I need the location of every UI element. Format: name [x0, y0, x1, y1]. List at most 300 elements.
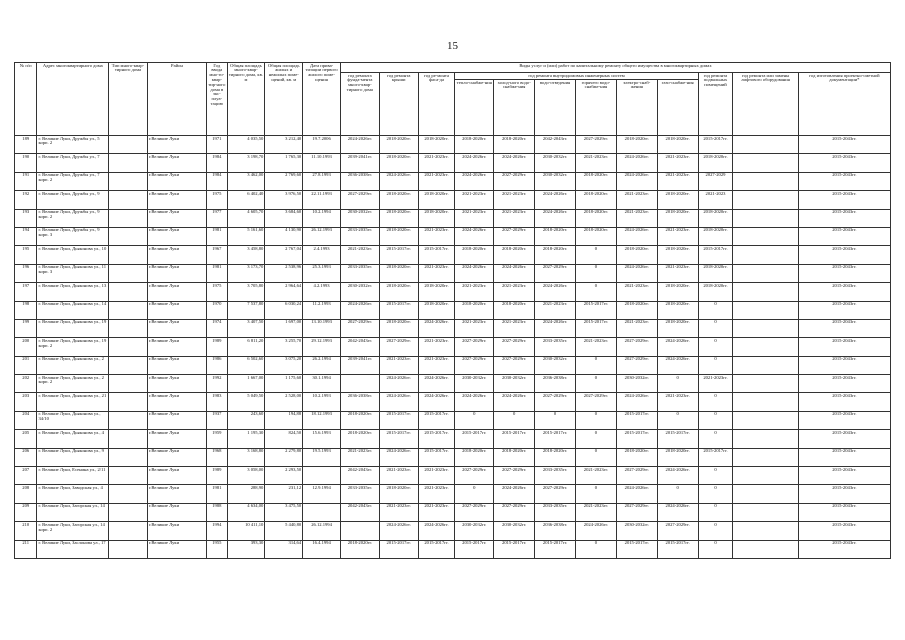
cell-y8: 2024-2026гг. — [616, 485, 657, 503]
cell-y8: 2027-2029гг. — [616, 503, 657, 521]
cell-a1: 3 705,80 — [227, 283, 265, 301]
cell-y1: 2033-2035гг. — [340, 227, 379, 245]
cell-y2: 2018-2020гг. — [379, 264, 418, 282]
cell-d: 25.3.1993 — [303, 264, 341, 282]
cell-doc: 2015-2043гг. — [798, 338, 890, 356]
cell-y9: 2018-2020гг. — [657, 246, 698, 264]
table-row — [15, 154, 891, 172]
table-row — [15, 136, 891, 154]
cell-y6: 2024-2026гг. — [535, 319, 576, 337]
cell-y2: 2018-2020гг. — [379, 485, 418, 503]
cell-y6: 2024-2026гг. — [535, 209, 576, 227]
cell-y6: 2036-2038гг. — [535, 522, 576, 540]
cell-y6: 2018-2020гг. — [535, 246, 576, 264]
cell-y1: 2039-2041гг. — [340, 356, 379, 374]
cell-n: 210 — [15, 522, 37, 540]
cell-y5: 2027-2029гг. — [494, 356, 535, 374]
cell-d: 12.9.1994 — [303, 485, 341, 503]
cell-y11 — [733, 393, 798, 411]
cell-y6: 2021-2023гг. — [535, 301, 576, 319]
cell-d: 29.12.1993 — [303, 338, 341, 356]
cell-dist: г.Великие Луки — [147, 172, 206, 190]
cell-y11 — [733, 191, 798, 209]
cell-y5: 2018-2020гг. — [494, 246, 535, 264]
cell-dist: г.Великие Луки — [147, 356, 206, 374]
cell-doc: 2015-2043гг. — [798, 503, 890, 521]
cell-dist: г.Великие Луки — [147, 191, 206, 209]
cell-dist: г.Великие Луки — [147, 503, 206, 521]
cell-y2: 2018-2020гг. — [379, 283, 418, 301]
cell-y8: 2021-2023гг. — [616, 283, 657, 301]
table-row — [15, 172, 891, 190]
cell-dist: г.Великие Луки — [147, 283, 206, 301]
table-row — [15, 227, 891, 245]
cell-year: 1981 — [207, 264, 227, 282]
cell-a1: 4 605,70 — [227, 209, 265, 227]
cell-y5: 2027-2029гг. — [494, 227, 535, 245]
cell-addr: г. Великие Луки, Загорская ул., 14 корп. 2 — [37, 522, 109, 540]
table-row — [15, 338, 891, 356]
cell-y9: 2027-2029гг. — [657, 522, 698, 540]
cell-y4: 2030-2032гг. — [455, 375, 494, 393]
cell-y2: 2018-2020гг. — [379, 319, 418, 337]
cell-y7: 2018-2020гг. — [575, 227, 616, 245]
page-number: 15 — [447, 40, 458, 52]
cell-y10: 0 — [698, 430, 733, 448]
cell-d: 11.10.1993 — [303, 154, 341, 172]
cell-addr: г. Великие Луки, Дружбы ул., 9 — [37, 191, 109, 209]
cell-doc: 2015-2043гг. — [798, 467, 890, 485]
cell-y4: 2021-2023гг. — [455, 191, 494, 209]
table-row — [15, 356, 891, 374]
cell-year: 1981 — [207, 485, 227, 503]
cell-n: 198 — [15, 301, 37, 319]
header-total-area: Общая площадь много-квар-тирного дома, кв. м — [227, 63, 265, 136]
cell-type — [109, 283, 148, 301]
cell-a2: 3 212,40 — [265, 136, 303, 154]
cell-d: 18.12.1993 — [303, 411, 341, 429]
cell-y4: 2018-2020гг. — [455, 448, 494, 466]
header-works-group: Виды услуг и (или) работ по капитальному ремонту общего имущества в многоквартирных домах — [340, 63, 890, 73]
cell-y11 — [733, 338, 798, 356]
cell-y7: 0 — [575, 448, 616, 466]
cell-y4: 2030-2032гг. — [455, 522, 494, 540]
cell-a2: 3 255,70 — [265, 338, 303, 356]
cell-y11 — [733, 411, 798, 429]
cell-year: 1959 — [207, 430, 227, 448]
cell-type — [109, 411, 148, 429]
cell-y11 — [733, 503, 798, 521]
cell-y1: 2027-2029гг. — [340, 191, 379, 209]
cell-doc: 2015-2043гг. — [798, 522, 890, 540]
cell-y2: 2024-2026гг. — [379, 375, 418, 393]
cell-y8: 2015-2017гг. — [616, 540, 657, 558]
cell-y1: 2024-2026гг. — [340, 301, 379, 319]
cell-type — [109, 246, 148, 264]
cell-y3: 2015-2017гг. — [418, 246, 455, 264]
cell-y9: 0 — [657, 375, 698, 393]
cell-a1: 243,60 — [227, 411, 265, 429]
table-row — [15, 191, 891, 209]
cell-y9: 0 — [657, 485, 698, 503]
cell-addr: г. Великие Луки, Дьяконова ул., 2 корп. 2 — [37, 375, 109, 393]
cell-y5: 2021-2023гг. — [494, 319, 535, 337]
cell-y8: 2027-2029гг. — [616, 467, 657, 485]
cell-y10: 0 — [698, 522, 733, 540]
cell-y10: 0 — [698, 485, 733, 503]
cell-dist: г.Великие Луки — [147, 467, 206, 485]
cell-y10: 2015-2017гг. — [698, 136, 733, 154]
cell-a1: 3 173,70 — [227, 264, 265, 282]
cell-n: 190 — [15, 154, 37, 172]
cell-d — [303, 467, 341, 485]
cell-doc: 2015-2043гг. — [798, 430, 890, 448]
cell-y5: 2027-2029гг. — [494, 467, 535, 485]
cell-y8: 2015-2017гг. — [616, 411, 657, 429]
cell-y9: 2018-2020гг. — [657, 136, 698, 154]
cell-addr: г. Великие Луки, Дружбы ул., 7 корп. 2 — [37, 172, 109, 190]
cell-y11 — [733, 136, 798, 154]
cell-y11 — [733, 246, 798, 264]
cell-y2: 2015-2017гг. — [379, 301, 418, 319]
cell-y6: 2030-2032гг. — [535, 172, 576, 190]
cell-d: 26.12.1993 — [303, 227, 341, 245]
cell-y2: 2024-2026гг. — [379, 448, 418, 466]
cell-a2: 2 538,96 — [265, 264, 303, 282]
cell-y1: 2030-2032гг. — [340, 209, 379, 227]
cell-y7: 2021-2023гг. — [575, 467, 616, 485]
cell-y7: 2021-2023гг. — [575, 503, 616, 521]
cell-y11 — [733, 430, 798, 448]
cell-y1: 2018-2020гг. — [340, 430, 379, 448]
cell-y6: 2015-2017гг. — [535, 430, 576, 448]
header-cold: холод-ного водо-снабже-ния — [494, 80, 535, 136]
table-row — [15, 467, 891, 485]
header-foundation: год ремонта фунда-мента много-квар-тирного дома — [340, 73, 379, 136]
cell-y10: 0 — [698, 411, 733, 429]
cell-y8: 2024-2026гг. — [616, 393, 657, 411]
cell-y3: 2021-2023гг. — [418, 338, 455, 356]
cell-year: 1937 — [207, 411, 227, 429]
cell-a1: 1 667,00 — [227, 375, 265, 393]
cell-a1: 6 402,40 — [227, 191, 265, 209]
cell-y3: 2021-2023гг. — [418, 264, 455, 282]
cell-addr: г. Великие Луки, Дьяконова ул., 19 — [37, 319, 109, 337]
table-body — [15, 136, 891, 559]
cell-type — [109, 227, 148, 245]
cell-y2: 2021-2023гг. — [379, 503, 418, 521]
cell-y7: 0 — [575, 430, 616, 448]
cell-d: 15.6.1993 — [303, 430, 341, 448]
cell-y10: 0 — [698, 338, 733, 356]
cell-d: 4.2.1993 — [303, 283, 341, 301]
table-row — [15, 448, 891, 466]
cell-y5: 2021-2023гг. — [494, 191, 535, 209]
cell-y9: 2018-2020гг. — [657, 448, 698, 466]
cell-y11 — [733, 356, 798, 374]
cell-y4: 2018-2020гг. — [455, 301, 494, 319]
header-address: Адрес многоквартирного дома — [37, 63, 109, 136]
header-heat: тепло-снабже-ния — [455, 80, 494, 136]
cell-type — [109, 301, 148, 319]
cell-y8: 2027-2029гг. — [616, 338, 657, 356]
cell-y1: 2021-2023гг. — [340, 246, 379, 264]
cell-d: 22.11.1993 — [303, 191, 341, 209]
cell-doc: 2015-2043гг. — [798, 154, 890, 172]
cell-y10: 2018-2020гг. — [698, 209, 733, 227]
cell-a2: 2 293,50 — [265, 467, 303, 485]
cell-y2: 2018-2020гг. — [379, 209, 418, 227]
cell-year: 1967 — [207, 246, 227, 264]
cell-y4: 2024-2026гг. — [455, 172, 494, 190]
cell-y5: 2024-2026гг. — [494, 264, 535, 282]
cell-y4: 0 — [455, 485, 494, 503]
cell-y3: 2015-2017гг. — [418, 540, 455, 558]
cell-y2: 2015-2017гг. — [379, 411, 418, 429]
cell-type — [109, 356, 148, 374]
cell-y6: 2042-2043гг. — [535, 136, 576, 154]
cell-y1 — [340, 375, 379, 393]
cell-y4: 2018-2020гг. — [455, 246, 494, 264]
table-row — [15, 393, 891, 411]
cell-a2: 194,88 — [265, 411, 303, 429]
cell-n: 194 — [15, 227, 37, 245]
cell-a1: 5 161,60 — [227, 227, 265, 245]
cell-y6: 2033-2035гг. — [535, 467, 576, 485]
cell-y1: 2039-2041гг. — [340, 154, 379, 172]
cell-a1: 3 407,50 — [227, 319, 265, 337]
table-row — [15, 246, 891, 264]
cell-y9: 2021-2023гг. — [657, 227, 698, 245]
cell-d: 13.10.1993 — [303, 319, 341, 337]
cell-dist: г.Великие Луки — [147, 448, 206, 466]
cell-y7: 2018-2020гг. — [575, 172, 616, 190]
cell-y2: 2015-2017гг. — [379, 246, 418, 264]
table-row — [15, 264, 891, 282]
cell-dist: г.Великие Луки — [147, 301, 206, 319]
cell-a2: 2 528,00 — [265, 393, 303, 411]
cell-type — [109, 191, 148, 209]
cell-addr: г. Великие Луки, Есенина ул., 2/11 — [37, 467, 109, 485]
cell-d: 10.2.1994 — [303, 209, 341, 227]
cell-y3: 2021-2023гг. — [418, 356, 455, 374]
cell-y10: 0 — [698, 540, 733, 558]
cell-year: 1986 — [207, 356, 227, 374]
cell-y8: 2018-2020гг. — [616, 246, 657, 264]
cell-doc: 2015-2043гг. — [798, 411, 890, 429]
cell-addr: г. Великие Луки, Дьяконова ул., 19 корп. 2 — [37, 338, 109, 356]
cell-y4: 2027-2029гг. — [455, 338, 494, 356]
cell-n: 211 — [15, 540, 37, 558]
cell-y8: 2018-2020гг. — [616, 448, 657, 466]
cell-y6: 2033-2035гг. — [535, 503, 576, 521]
cell-d: 19.7.2006 — [303, 136, 341, 154]
cell-year: 1983 — [207, 393, 227, 411]
cell-n: 193 — [15, 209, 37, 227]
cell-a2: 1 175,60 — [265, 375, 303, 393]
cell-y5: 2027-2029гг. — [494, 172, 535, 190]
cell-type — [109, 172, 148, 190]
cell-y6: 2027-2029гг. — [535, 485, 576, 503]
cell-doc: 2015-2043гг. — [798, 540, 890, 558]
cell-a1: 7 537,80 — [227, 301, 265, 319]
cell-addr: г. Великие Луки, Заводская ул., 4 — [37, 485, 109, 503]
cell-type — [109, 448, 148, 466]
cell-doc: 2015-2043гг. — [798, 191, 890, 209]
cell-y6: 2024-2026гг. — [535, 283, 576, 301]
cell-addr: г. Великие Луки, Дьяконова ул., 4 — [37, 430, 109, 448]
cell-dist: г.Великие Луки — [147, 154, 206, 172]
cell-y9: 2018-2020гг. — [657, 319, 698, 337]
cell-dist: г.Великие Луки — [147, 136, 206, 154]
cell-year: 1975 — [207, 191, 227, 209]
cell-y2: 2021-2023гг. — [379, 467, 418, 485]
cell-a1: 3 058,00 — [227, 467, 265, 485]
cell-a1: 3 168,80 — [227, 448, 265, 466]
cell-addr: г. Великие Луки, Дьяконова ул., 11 корп. 3 — [37, 264, 109, 282]
cell-y7: 2021-2023гг. — [575, 154, 616, 172]
cell-y5: 2018-2020гг. — [494, 448, 535, 466]
cell-doc: 2015-2043гг. — [798, 283, 890, 301]
cell-y1 — [340, 522, 379, 540]
table-row — [15, 540, 891, 558]
cell-y1: 2033-2035гг. — [340, 264, 379, 282]
cell-doc: 2015-2043гг. — [798, 172, 890, 190]
cell-y1: 2030-2032гг. — [340, 283, 379, 301]
header-district: Район — [147, 63, 206, 136]
cell-y4: 2021-2023гг. — [455, 319, 494, 337]
cell-y6: 2033-2035гг. — [535, 338, 576, 356]
cell-n: 189 — [15, 136, 37, 154]
cell-type — [109, 338, 148, 356]
cell-y4: 2024-2026гг. — [455, 264, 494, 282]
cell-y5: 2024-2026гг. — [494, 393, 535, 411]
cell-y10: 0 — [698, 319, 733, 337]
cell-dist: г.Великие Луки — [147, 430, 206, 448]
cell-dist: г.Великие Луки — [147, 411, 206, 429]
cell-year: 1977 — [207, 209, 227, 227]
cell-y7: 0 — [575, 246, 616, 264]
cell-type — [109, 375, 148, 393]
cell-y10: 2018-2020гг. — [698, 227, 733, 245]
cell-y4: 2024-2026гг. — [455, 227, 494, 245]
cell-d: 26.2.1994 — [303, 356, 341, 374]
cell-y5: 2018-2020гг. — [494, 136, 535, 154]
cell-y3: 2018-2020гг. — [418, 191, 455, 209]
cell-doc: 2015-2043гг. — [798, 319, 890, 337]
header-docs: год изготовления проектно-сметной документации* — [798, 73, 890, 136]
cell-dist: г.Великие Луки — [147, 393, 206, 411]
cell-y7: 2015-2017гг. — [575, 319, 616, 337]
header-lift: год ремонта или замены лифтового оборудования — [733, 73, 798, 136]
cell-n: 209 — [15, 503, 37, 521]
cell-d — [303, 503, 341, 521]
cell-y1: 2018-2020гг. — [340, 540, 379, 558]
cell-type — [109, 522, 148, 540]
cell-y2: 2024-2026гг. — [379, 393, 418, 411]
cell-y9: 2018-2020гг. — [657, 283, 698, 301]
header-elec: электро-снаб-жения — [616, 80, 657, 136]
header-systems-group: год ремонта внутридомовых инженерных систем — [455, 73, 698, 80]
cell-y3: 2021-2023гг. — [418, 467, 455, 485]
cell-y3: 2018-2020гг. — [418, 283, 455, 301]
cell-y11 — [733, 154, 798, 172]
cell-type — [109, 209, 148, 227]
cell-a1: 6 811,20 — [227, 338, 265, 356]
cell-doc: 2015-2043гг. — [798, 485, 890, 503]
table-row — [15, 485, 891, 503]
cell-y10: 0 — [698, 393, 733, 411]
cell-y10: 2015-2017гг. — [698, 246, 733, 264]
cell-doc: 2015-2043гг. — [798, 393, 890, 411]
cell-addr: г. Великие Луки, Загорская ул., 14 — [37, 503, 109, 521]
cell-y11 — [733, 264, 798, 282]
cell-d: 30.1.1994 — [303, 375, 341, 393]
cell-doc: 2015-2043гг. — [798, 356, 890, 374]
table-row — [15, 375, 891, 393]
cell-y3: 2015-2017гг. — [418, 411, 455, 429]
cell-type — [109, 540, 148, 558]
cell-year: 1968 — [207, 448, 227, 466]
cell-n: 192 — [15, 191, 37, 209]
cell-addr: г. Великие Луки, Дьяконова ул., 9 — [37, 448, 109, 466]
cell-y7: 2027-2029гг. — [575, 136, 616, 154]
cell-y6: 2018-2020гг. — [535, 227, 576, 245]
cell-y9: 2015-2017гг. — [657, 540, 698, 558]
cell-type — [109, 393, 148, 411]
cell-y5: 2024-2026гг. — [494, 485, 535, 503]
cell-year: 1981 — [207, 227, 227, 245]
cell-doc: 2015-2043гг. — [798, 264, 890, 282]
cell-y2: 2018-2020гг. — [379, 227, 418, 245]
cell-dist: г.Великие Луки — [147, 227, 206, 245]
cell-y5: 2015-2017гг. — [494, 540, 535, 558]
cell-addr: г. Великие Луки, Дьяконова ул., 21 — [37, 393, 109, 411]
cell-y4: 2027-2029гг. — [455, 503, 494, 521]
cell-y9: 2024-2026гг. — [657, 338, 698, 356]
cell-y7: 2015-2017гг. — [575, 301, 616, 319]
cell-doc: 2015-2043гг. — [798, 227, 890, 245]
cell-y1: 2027-2029гг. — [340, 319, 379, 337]
cell-a2: 2 279,80 — [265, 448, 303, 466]
cell-type — [109, 264, 148, 282]
cell-y4: 2024-2026гг. — [455, 154, 494, 172]
cell-y8: 2021-2023гг. — [616, 319, 657, 337]
cell-y5: 2030-2032гг. — [494, 522, 535, 540]
cell-y9: 2021-2023гг. — [657, 264, 698, 282]
cell-y1: 2024-2026гг. — [340, 136, 379, 154]
cell-y6: 2024-2026гг. — [535, 191, 576, 209]
cell-y2: 2018-2020гг. — [379, 136, 418, 154]
cell-y9: 2021-2023гг. — [657, 172, 698, 190]
cell-a2: 3 976,50 — [265, 191, 303, 209]
cell-year: 1971 — [207, 136, 227, 154]
cell-y2: 2021-2023гг. — [379, 356, 418, 374]
cell-y9: 2024-2026гг. — [657, 467, 698, 485]
cell-y2: 2018-2020гг. — [379, 154, 418, 172]
cell-y3: 2015-2017гг. — [418, 430, 455, 448]
cell-a1: 6 502,60 — [227, 356, 265, 374]
cell-doc: 2015-2043гг. — [798, 301, 890, 319]
cell-y10: 0 — [698, 467, 733, 485]
cell-n: 204 — [15, 411, 37, 429]
cell-type — [109, 319, 148, 337]
cell-dist: г.Великие Луки — [147, 319, 206, 337]
cell-y10: 2018-2020гг. — [698, 154, 733, 172]
header-living-area: Общая площадь жилых и нежилых поме-щений, кв. м — [265, 63, 303, 136]
cell-type — [109, 503, 148, 521]
cell-type — [109, 154, 148, 172]
